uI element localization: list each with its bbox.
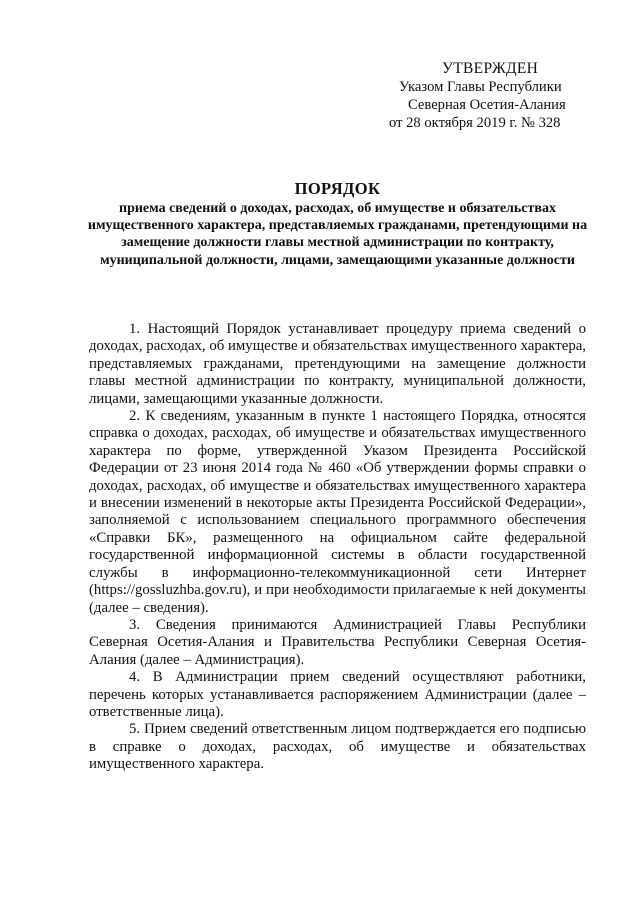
paragraph-3: 3. Сведения принимаются Администрацией Главы Республики Северная Осетия-Алания и Правительства Республики Северная Осетия-Алания (далее – Администрация).	[89, 616, 586, 668]
document-body	[89, 321, 586, 774]
document-title: ПОРЯДОК	[294, 179, 381, 198]
document-subtitle: приема сведений о доходах, расходах, об имуществе и обязательствах имущественного характера, представляемых гражданами, претендующими на замещение должности главы местной администрации по контракту, муниципальной должности, лицами, замещающими указанные должности	[87, 201, 588, 268]
approval-date-line: от 28 октября 2019 г. № 328	[389, 115, 561, 131]
approval-stamp	[372, 60, 592, 132]
paragraph-2: 2. К сведениям, указанным в пункте 1 настоящего Порядка, относятся справка о доходах, расходах, об имуществе и обязательствах имущественного характера по форме, утвержденной Указом Президента Российской Федерации от 23 июня 2014 года № 460 «Об утверждении формы справки о доходах, расходах, об имуществе и обязательствах имущественного характера и внесении изменений в некоторые акты Президента Российской Федерации», заполняемой с использованием специального программного обеспечения «Справки БК», размещенного на официальном сайте федеральной государственной информационной системы в области государственной службы в информационно-телекоммуникационной сети Интернет (https://gossluzhba.gov.ru), и при необходимости прилагаемые к ней документы (далее – сведения).	[89, 408, 586, 616]
paragraph-4: 4. В Администрации прием сведений осуществляют работники, перечень которых устанавливается распоряжением Администрации (далее – ответственные лица).	[89, 669, 586, 720]
approval-region-line: Северная Осетия-Алания	[408, 97, 566, 113]
paragraph-5: 5. Прием сведений ответственным лицом подтверждается его подписью в справке о доходах, расходах, об имуществе и обязательствах имущественного характера.	[89, 721, 586, 773]
approval-heading: УТВЕРЖДЕН	[442, 60, 539, 77]
document-title-block	[80, 178, 595, 269]
paragraph-1: 1. Настоящий Порядок устанавливает процедуру приема сведений о доходах, расходах, об имуществе и обязательствах имущественного характера, представляемых гражданами, претендующими на замещение должности главы местной администрации по контракту, муниципальной должности, лицами, замещающими указанные должности.	[89, 321, 586, 407]
approval-issuer-line: Указом Главы Республики	[399, 79, 562, 95]
